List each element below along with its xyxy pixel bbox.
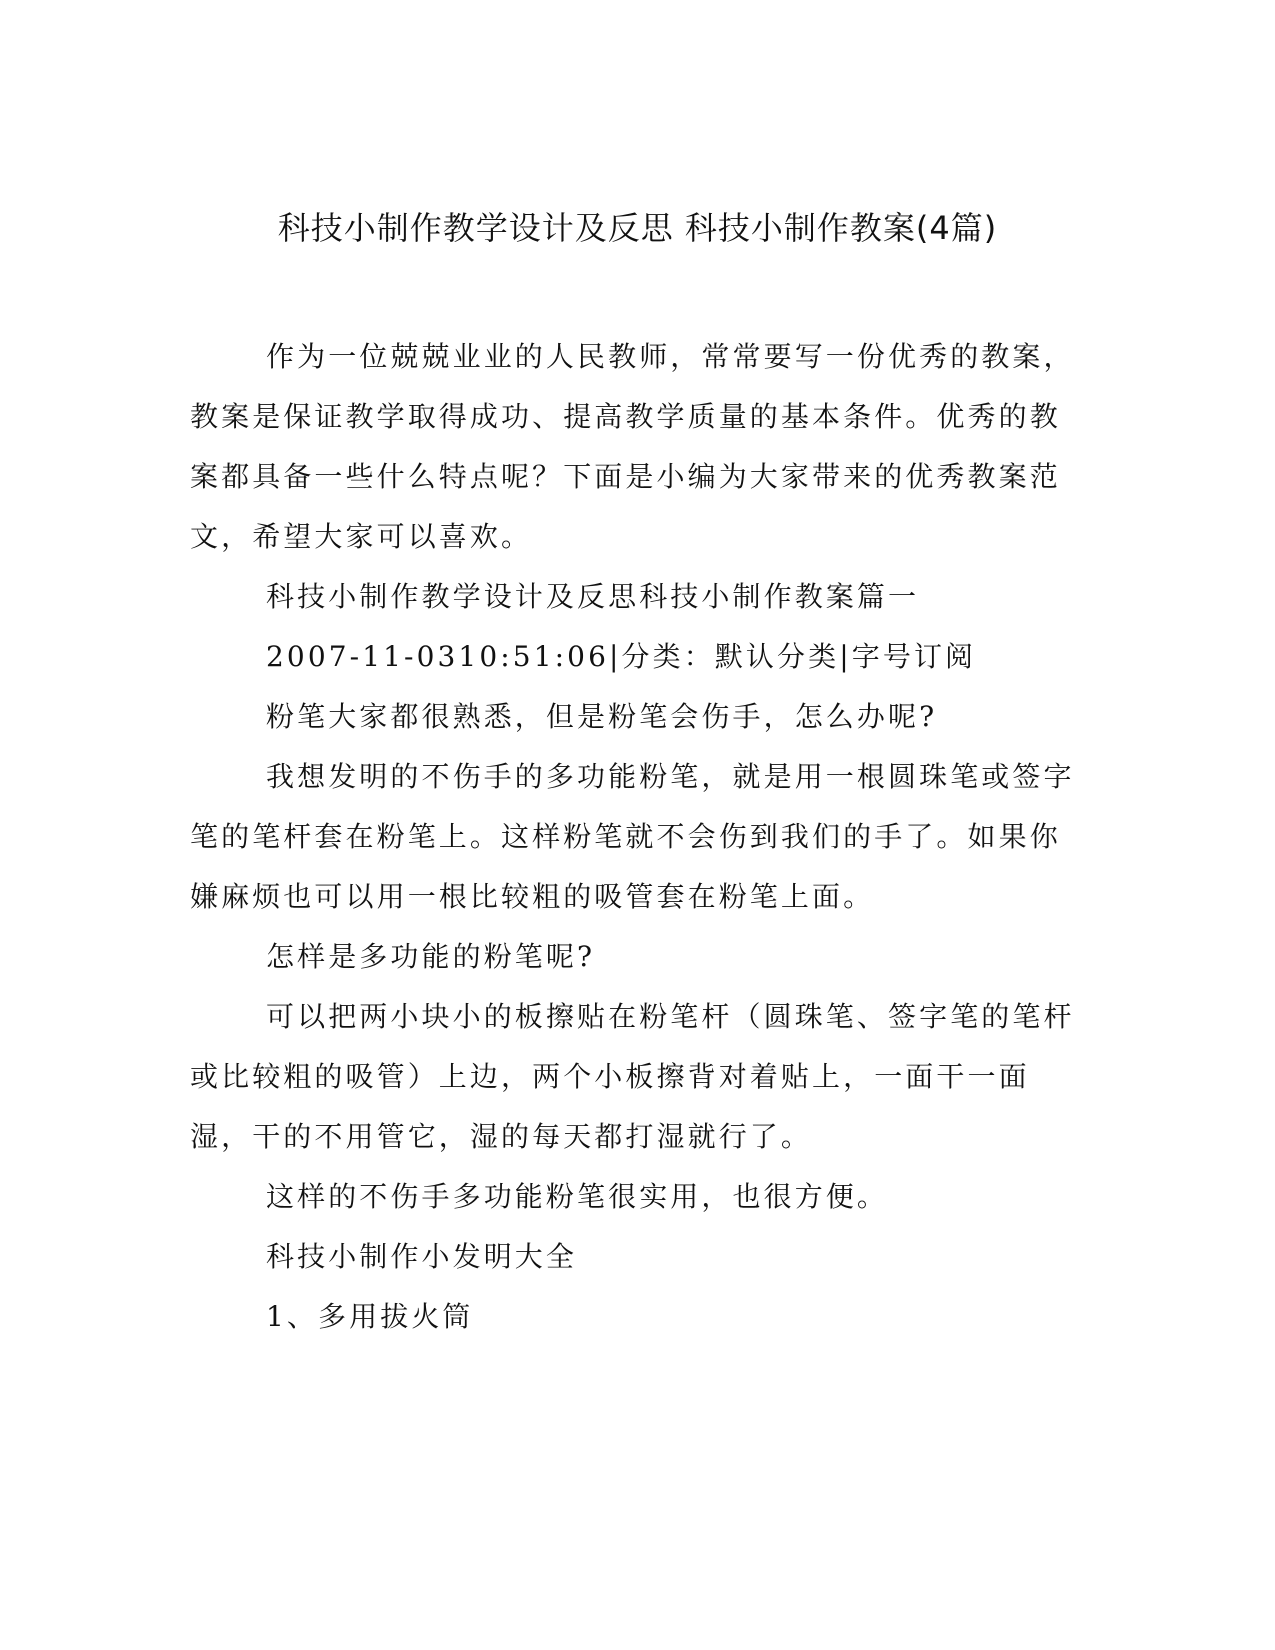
document-body: [190, 327, 1080, 1347]
paragraph: 这样的不伤手多功能粉笔很实用，也很方便。: [266, 1180, 889, 1213]
paragraph: 怎样是多功能的粉笔呢?: [266, 940, 596, 973]
document-title: 科技小制作教学设计及反思 科技小制作教案(4篇): [277, 209, 998, 247]
subsection-heading: 科技小制作小发明大全: [266, 1240, 578, 1273]
paragraph: 粉笔大家都很熟悉，但是粉笔会伤手，怎么办呢?: [266, 700, 938, 733]
list-item: 1、多用拔火筒: [266, 1300, 474, 1333]
section-heading: 科技小制作教学设计及反思科技小制作教案篇一: [266, 580, 920, 613]
intro-paragraph: 作为一位兢兢业业的人民教师，常常要写一份优秀的教案，教案是保证教学取得成功、提高教学质量的基本条件。优秀的教案都具备一些什么特点呢？下面是小编为大家带来的优秀教案范文，希望大家可以喜欢。: [190, 340, 1075, 553]
paragraph: 我想发明的不伤手的多功能粉笔，就是用一根圆珠笔或签字笔的笔杆套在粉笔上。这样粉笔就不会伤到我们的手了。如果你嫌麻烦也可以用一根比较粗的吸管套在粉笔上面。: [190, 760, 1075, 913]
paragraph: 可以把两小块小的板擦贴在粉笔杆（圆珠笔、签字笔的笔杆或比较粗的吸管）上边，两个小板擦背对着贴上，一面干一面湿，干的不用管它，湿的每天都打湿就行了。: [190, 1000, 1075, 1153]
post-meta: 2007-11-0310:51:06|分类：默认分类|字号订阅: [266, 640, 977, 673]
